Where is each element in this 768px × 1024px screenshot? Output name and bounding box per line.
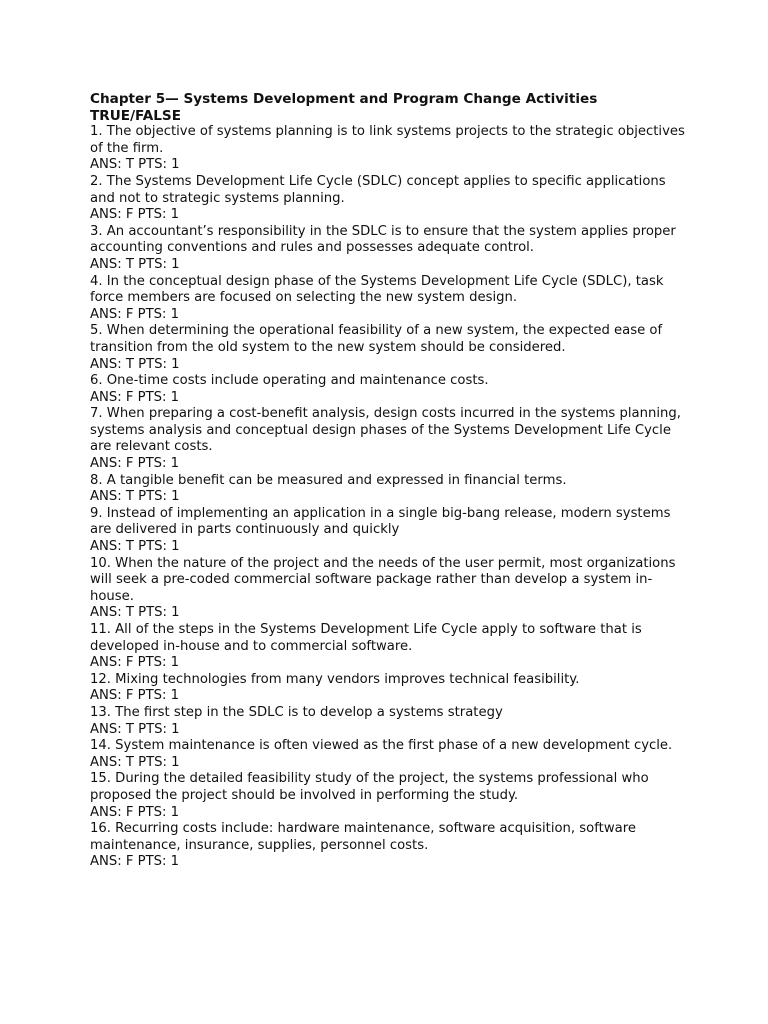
answer-text: ANS: T PTS: 1	[90, 489, 180, 505]
question-text: 7. When preparing a cost-benefit analysis, design costs incurred in the systems planning, systems analysis and conceptual design phases of the Systems Development Life Cycle are relevant costs.	[90, 406, 681, 455]
question-item	[90, 506, 690, 556]
question-text: 15. During the detailed feasibility study of the project, the systems professional who proposed the project should be involved in performing the study.	[90, 771, 649, 803]
question-text: 6. One-time costs include operating and maintenance costs.	[90, 373, 489, 389]
question-text: 11. All of the steps in the Systems Development Life Cycle apply to software that is developed in-house and to commercial software.	[90, 622, 642, 654]
question-item	[90, 556, 690, 622]
question-item	[90, 771, 690, 821]
question-item	[90, 622, 690, 672]
question-text: 3. An accountant’s responsibility in the SDLC is to ensure that the system applies proper accounting conventions and rules and possesses adequate control.	[90, 223, 676, 256]
answer-text: ANS: T PTS: 1	[90, 605, 180, 621]
question-text: 4. In the conceptual design phase of the Systems Development Life Cycle (SDLC), task force members are focused on selecting the new system design.	[90, 273, 664, 306]
question-text: 12. Mixing technologies from many vendors improves technical feasibility.	[90, 671, 580, 687]
answer-text: ANS: F PTS: 1	[90, 456, 180, 472]
answer-text: ANS: F PTS: 1	[90, 306, 180, 322]
answer-text: ANS: T PTS: 1	[90, 356, 180, 372]
question-item	[90, 274, 690, 324]
question-item	[90, 224, 690, 274]
question-item	[90, 738, 690, 771]
answer-text: ANS: T PTS: 1	[90, 754, 180, 770]
answer-text: ANS: T PTS: 1	[90, 721, 180, 737]
answer-text: ANS: F PTS: 1	[90, 655, 180, 671]
question-item	[90, 406, 690, 472]
question-text: 5. When determining the operational feasibility of a new system, the expected ease of transition from the old system to the new system should be considered.	[90, 323, 663, 355]
document-page	[90, 91, 690, 871]
answer-text: ANS: T PTS: 1	[90, 157, 180, 173]
question-text: 1. The objective of systems planning is to link systems projects to the strategic objectives of the firm.	[90, 124, 685, 156]
question-item	[90, 373, 690, 406]
question-text: 14. System maintenance is often viewed as the first phase of a new development cycle.	[90, 738, 673, 754]
answer-text: ANS: F PTS: 1	[90, 207, 180, 223]
question-text: 13. The first step in the SDLC is to develop a systems strategy	[90, 704, 503, 720]
question-text: 2. The Systems Development Life Cycle (SDLC) concept applies to specific applications and not to strategic systems planning.	[90, 173, 666, 206]
question-text: 16. Recurring costs include: hardware maintenance, software acquisition, software maintenance, insurance, supplies, personnel costs.	[90, 821, 636, 853]
question-text: 10. When the nature of the project and the needs of the user permit, most organizations will seek a pre-coded commercial software package rather than develop a system in-house.	[90, 555, 676, 604]
chapter-title: Chapter 5— Systems Development and Program Change Activities	[90, 91, 598, 107]
question-item	[90, 821, 690, 871]
question-item	[90, 473, 690, 506]
section-title: TRUE/FALSE	[90, 107, 182, 124]
question-text: 8. A tangible benefit can be measured and expressed in financial terms.	[90, 472, 567, 488]
answer-text: ANS: T PTS: 1	[90, 539, 180, 555]
answer-text: ANS: F PTS: 1	[90, 688, 180, 704]
question-item	[90, 174, 690, 224]
question-item	[90, 705, 690, 738]
answer-text: ANS: F PTS: 1	[90, 389, 180, 405]
answer-text: ANS: T PTS: 1	[90, 256, 180, 272]
question-item	[90, 672, 690, 705]
question-item	[90, 124, 690, 174]
question-item	[90, 323, 690, 373]
question-text: 9. Instead of implementing an application in a single big-bang release, modern systems are delivered in parts continuously and quickly	[90, 505, 671, 538]
answer-text: ANS: F PTS: 1	[90, 854, 180, 870]
answer-text: ANS: F PTS: 1	[90, 804, 180, 820]
